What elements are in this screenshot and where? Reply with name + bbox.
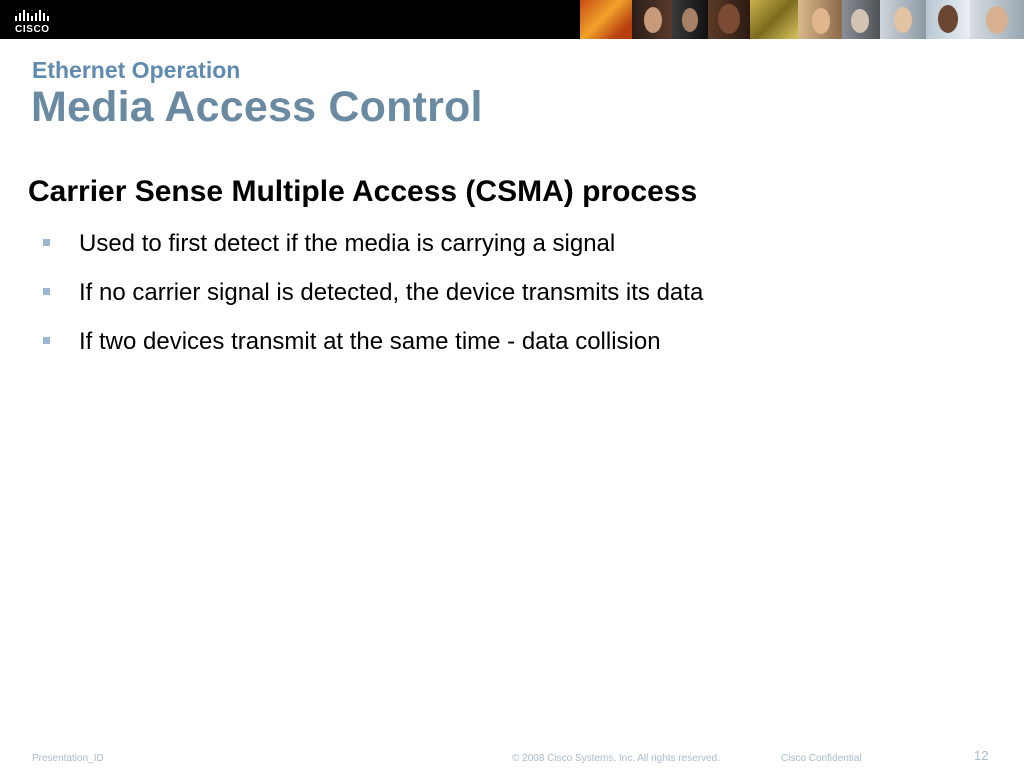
bullet-text: Used to first detect if the media is carrying a signal (79, 230, 616, 257)
photo-person-6-icon (880, 0, 926, 39)
section-title: Ethernet Operation (32, 57, 241, 83)
content-heading: Carrier Sense Multiple Access (CSMA) process (28, 175, 698, 208)
photo-person-1-icon (632, 0, 672, 39)
presentation-id: Presentation_ID (32, 753, 104, 764)
cisco-logo (14, 6, 58, 34)
photo-person-5-icon (842, 0, 880, 39)
top-banner (0, 0, 1024, 39)
photo-person-4-icon (798, 0, 842, 39)
square-bullet-icon (43, 288, 50, 295)
photo-person-8-icon (970, 0, 1024, 39)
photo-texture-icon (750, 0, 798, 39)
svg-text:CISCO: CISCO (15, 24, 50, 34)
square-bullet-icon (43, 239, 50, 246)
copyright-notice: © 2008 Cisco Systems, Inc. All rights reserved. (512, 753, 721, 764)
photo-strip (580, 0, 1024, 39)
photo-person-3-icon (708, 0, 750, 39)
slide-title: Media Access Control (31, 83, 483, 131)
bullet-text: If no carrier signal is detected, the device transmits its data (79, 279, 704, 306)
page-number: 12 (974, 748, 989, 763)
square-bullet-icon (43, 337, 50, 344)
photo-person-7-icon (926, 0, 970, 39)
confidential-label: Cisco Confidential (781, 753, 862, 764)
photo-fire-texture-icon (580, 0, 632, 39)
bullet-text: If two devices transmit at the same time - data collision (79, 328, 661, 355)
photo-person-2-icon (672, 0, 708, 39)
